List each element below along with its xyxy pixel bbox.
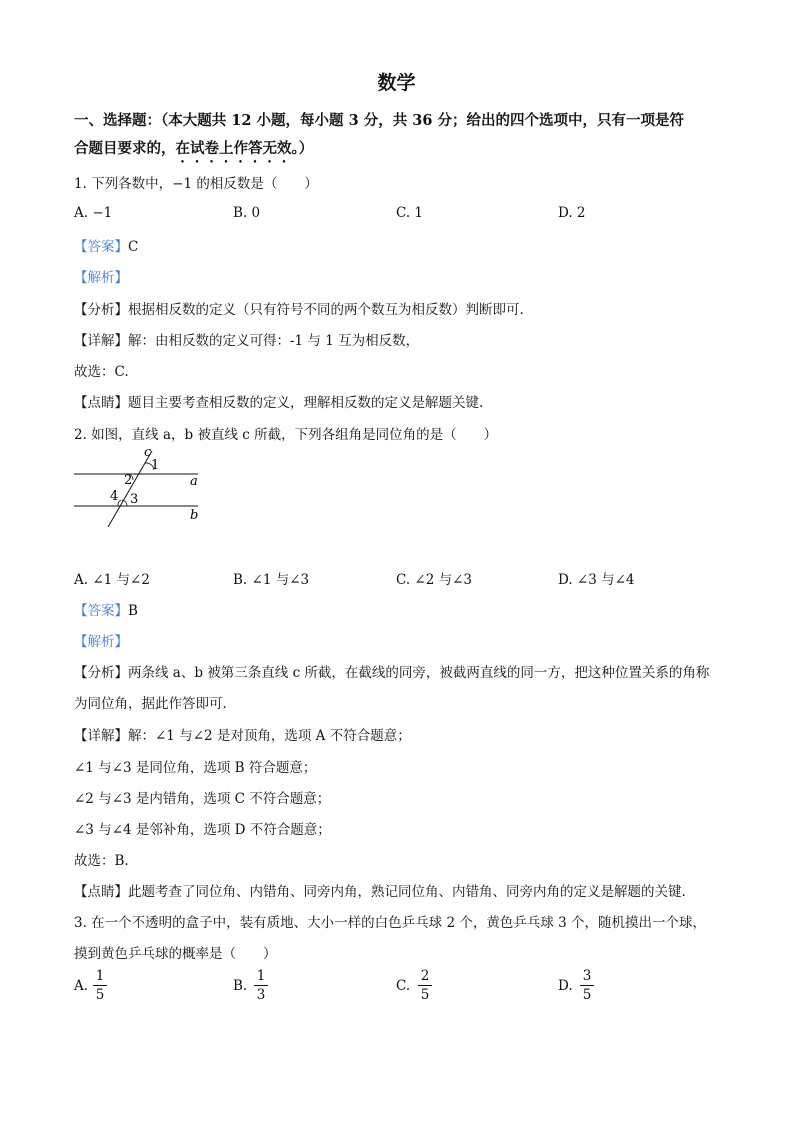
q3-option-d-fraction: [580, 968, 594, 1003]
q3-option-b-numerator: 1: [256, 968, 266, 984]
angle-2-label: 2: [124, 473, 133, 488]
q1-option-a: A. −1: [74, 205, 113, 221]
q2-guxuan: 故选：B.: [74, 853, 129, 869]
q2-line-c: ∠2 与∠3 是内错角，选项 C 不符合题意；: [74, 791, 331, 807]
q2-option-b: B. ∠1 与∠3: [233, 572, 310, 588]
q3-option-c: [396, 978, 410, 994]
angle-4-label: 4: [110, 489, 119, 504]
angle-1-label: 1: [151, 458, 160, 473]
q3-option-a-numerator: 1: [95, 968, 105, 984]
q3-option-b-label: B.: [233, 978, 248, 994]
q3-option-a-label: A.: [74, 978, 89, 994]
section-heading-end: 。）: [291, 140, 314, 157]
section-heading-emphasis: 在试卷上作答无效: [175, 140, 292, 157]
q3-option-d-denominator: 5: [582, 987, 592, 1003]
q3-option-d-label: D.: [558, 978, 573, 994]
section-heading-line1: 一、选择题：（本大题共 12 小题，每小题 3 分，共 36 分；给出的四个选项中，只有一项是符: [74, 112, 684, 129]
q2-fenxi-line1: 【分析】两条线 a、b 被第三条直线 c 所截，在截线的同旁，被截两直线的同一方，把这种位置关系的角称: [74, 665, 710, 681]
q2-option-a: A. ∠1 与∠2: [74, 572, 150, 588]
q3-option-c-denominator: 5: [420, 987, 430, 1003]
q2-answer-tag: 【答案】: [74, 603, 128, 619]
q3-option-a-fraction: [93, 968, 107, 1003]
q3-option-a-denominator: 5: [95, 987, 105, 1003]
q1-analysis-tag: 【解析】: [74, 270, 128, 286]
q1-option-c: C. 1: [396, 205, 424, 221]
q3-option-b: [233, 978, 247, 994]
q2-analysis-tag: 【解析】: [74, 634, 128, 650]
q3-option-c-fraction: [418, 968, 432, 1003]
q1-answer-tag: 【答案】: [74, 239, 128, 255]
q1-option-d: D. 2: [558, 205, 586, 221]
section-heading-text: 合题目要求的，: [74, 140, 176, 157]
q2-answer: [74, 599, 138, 619]
q3-option-c-label: C.: [396, 978, 411, 994]
q2-figure: [70, 445, 210, 530]
q2-line-b: ∠1 与∠3 是同位角，选项 B 符合题意；: [74, 760, 317, 776]
q2-xiangjie: 【详解】解：∠1 与∠2 是对顶角，选项 A 不符合题意；: [74, 728, 411, 744]
q2-line-d: ∠3 与∠4 是邻补角，选项 D 不符合题意；: [74, 822, 331, 838]
label-b: b: [190, 508, 199, 523]
q2-answer-value: B: [128, 603, 138, 619]
label-a: a: [190, 474, 198, 489]
q3-option-a: [74, 978, 88, 994]
q3-option-c-numerator: 2: [420, 968, 430, 984]
page-title: 数学: [377, 72, 416, 94]
q2-fenxi-line2: 为同位角，据此作答即可.: [74, 696, 227, 712]
section-heading-line2: [74, 137, 313, 166]
q3-stem-line1: 3. 在一个不透明的盒子中，装有质地、大小一样的白色乒乓球 2 个，黄色乒乓球 3 个，随机摸出一个球，: [74, 915, 707, 931]
q1-dianjing: 【点睛】题目主要考查相反数的定义，理解相反数的定义是解题关键.: [74, 395, 484, 411]
q1-xiangjie: 【详解】解：由相反数的定义可得：-1 与 1 互为相反数，: [74, 333, 420, 349]
q2-stem: 2. 如图，直线 a，b 被直线 c 所截，下列各组角是同位角的是（ ）: [74, 427, 498, 443]
q3-option-d: [558, 978, 573, 994]
q3-option-b-denominator: 3: [256, 987, 266, 1003]
q1-stem: 1. 下列各数中，−1 的相反数是（ ）: [74, 176, 318, 192]
q3-stem-line2: 摸到黄色乒乓球的概率是（ ）: [74, 946, 277, 962]
q2-dianjing: 【点睛】此题考查了同位角、内错角、同旁内角，熟记同位角、内错角、同旁内角的定义是解题的关键.: [74, 884, 686, 900]
q1-guxuan: 故选：C.: [74, 364, 129, 380]
q2-option-c: C. ∠2 与∠3: [396, 572, 473, 588]
q1-option-b: B. 0: [233, 205, 261, 221]
q1-answer-value: C: [128, 239, 139, 255]
q3-option-b-fraction: [254, 968, 268, 1003]
q1-answer: [74, 235, 138, 255]
q2-option-d: D. ∠3 与∠4: [558, 572, 635, 588]
angle-3-label: 3: [130, 492, 139, 507]
q1-fenxi: 【分析】根据相反数的定义（只有符号不同的两个数互为相反数）判断即可.: [74, 302, 524, 318]
label-c: c: [144, 445, 152, 460]
q3-option-d-numerator: 3: [582, 968, 592, 984]
